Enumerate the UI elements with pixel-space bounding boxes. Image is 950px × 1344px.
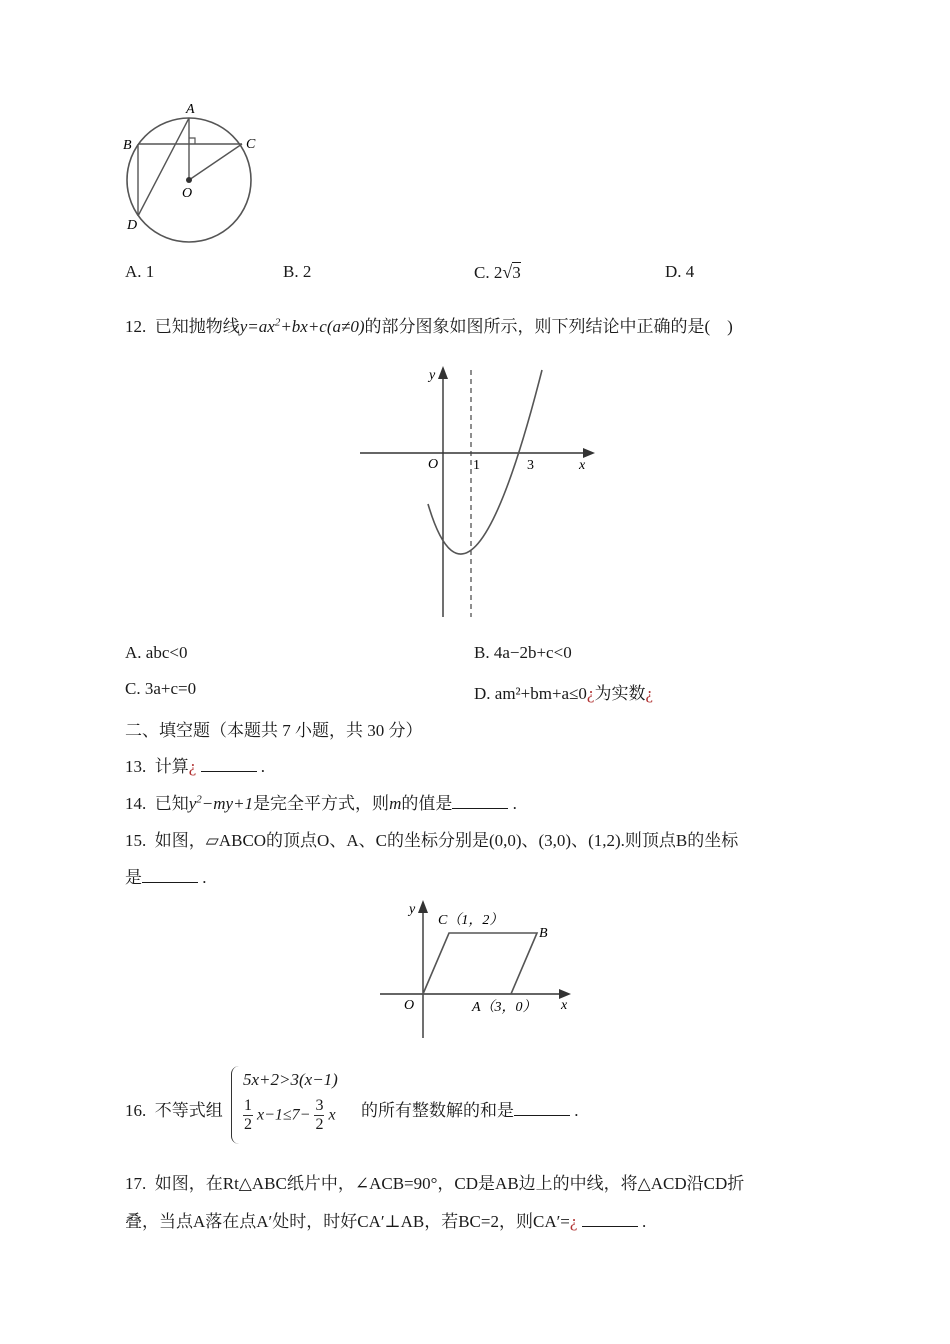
q16-system-brace: [231, 1066, 240, 1144]
label-B: B: [123, 138, 132, 153]
q16-end: .: [574, 1101, 579, 1120]
q17-number: 17.: [125, 1174, 147, 1193]
q15-end: .: [202, 868, 207, 887]
q17-end: .: [641, 1212, 647, 1231]
q15-point-c-label: C（1，2）: [438, 913, 504, 928]
q15-text-2: 是: [125, 868, 142, 887]
section-heading-fill-in: 二、填空题（本题共 7 小题，共 30 分）: [125, 721, 423, 740]
parallelogram-svg: [375, 893, 580, 1043]
q16-prefix: [125, 1096, 223, 1121]
q12-tick-1: 1: [473, 458, 480, 473]
q14-m: m: [389, 794, 402, 813]
q12-parabola-formula: $y=ax^2+bx+c(a\ne 0)$: [239, 316, 365, 336]
label-A: A: [186, 102, 195, 117]
q16-number: 16.: [125, 1101, 147, 1120]
q13: [125, 752, 265, 777]
q16-frac-1: $\frac{1}{2}$: [244, 1097, 252, 1133]
q12-stem-pre: 已知抛物线: [154, 317, 240, 336]
q12-option-d-text: 为实数: [594, 684, 646, 703]
q12-stem: [125, 312, 733, 337]
q12-number: 12.: [125, 317, 147, 336]
q14-number: 14.: [125, 794, 147, 813]
q16-pre: 不等式组: [154, 1101, 223, 1120]
q14-end: .: [512, 794, 517, 813]
q17-answer-blank[interactable]: [582, 1212, 638, 1227]
q12-option-c: C. 3a+c=0: [125, 679, 197, 698]
q17-glyph: ¿: [569, 1212, 578, 1231]
q15-y-label: y: [409, 902, 416, 917]
q15-x-label: x: [561, 998, 568, 1013]
q12-option-d-glyph2: ¿: [645, 684, 654, 703]
q13-glyph: ¿: [188, 757, 197, 776]
q16-inequality-2: [243, 1097, 336, 1141]
q11-circle-figure: [120, 98, 270, 248]
q15-line2: [125, 863, 207, 888]
q11-option-d: D. 4: [665, 262, 695, 281]
q12-x-label: x: [579, 458, 586, 473]
q16-inequality-1: 5x+2>3(x−1): [243, 1070, 338, 1089]
q12-option-a: A. abc<0: [125, 643, 188, 662]
q12-option-d-glyph: ¿: [586, 684, 595, 703]
label-D: D: [127, 218, 138, 233]
q13-text: 计算: [154, 757, 189, 776]
q17-text-2: 叠，当点A落在点A′处时，时好CA′⊥AB，若BC=2，则CA′=: [125, 1212, 570, 1231]
label-C: C: [246, 137, 256, 152]
q16-suffix: [361, 1096, 579, 1121]
q14-expr: $y^2-my+1$: [188, 793, 254, 813]
label-O: O: [182, 186, 193, 201]
q12-y-label: y: [429, 368, 436, 383]
q12-option-d: [474, 679, 653, 704]
circle-diagram: [120, 98, 270, 248]
q14-pre: 已知: [154, 794, 189, 813]
q17-line2: [125, 1207, 646, 1232]
q11-option-c-label: C. 2: [474, 263, 503, 282]
q14-answer-blank[interactable]: [452, 794, 508, 809]
q15-origin-label: O: [404, 998, 415, 1013]
q16-ineq2-middle: x−1≤7−: [257, 1106, 311, 1124]
q12-origin-label: O: [428, 457, 439, 472]
q14-mid: 是完全平方式，则: [253, 794, 390, 813]
q12-option-b: B. 4a−2b+c<0: [474, 643, 572, 662]
q12-stem-post: 的部分图象如图所示，则下列结论中正确的是( ): [364, 317, 733, 336]
q12-option-d-math: D. am²+bm+a≤0: [474, 684, 587, 703]
q16-answer-blank[interactable]: [514, 1101, 570, 1116]
q15-point-a-label: A（3，0）: [472, 1000, 537, 1015]
q11-option-c: C. 2√3: [474, 262, 521, 282]
q17-text-1: 如图，在Rt△ABC纸片中，∠ACB=90°，CD是AB边上的中线，将△ACD沿CD折: [154, 1174, 745, 1193]
q12-parabola-graph: [355, 362, 605, 622]
q13-end: .: [260, 757, 266, 776]
q11-option-c-radicand: 3: [512, 263, 521, 282]
q15-point-b-label: B: [539, 926, 548, 941]
q15-answer-blank[interactable]: [142, 868, 198, 883]
q13-answer-blank[interactable]: [201, 757, 257, 772]
q14-post: 的值是: [401, 794, 453, 813]
q16-post: 的所有整数解的和是: [361, 1101, 514, 1120]
q11-option-b: B. 2: [283, 262, 312, 281]
q13-number: 13.: [125, 757, 147, 776]
q17-line1: [125, 1169, 744, 1194]
q16-frac-2: $\frac{3}{2}$: [315, 1097, 324, 1133]
q15-line1: [125, 826, 738, 851]
parabola-svg: [355, 362, 605, 622]
q11-option-a: A. 1: [125, 262, 155, 281]
q15-parallelogram-graph: [375, 893, 580, 1043]
q15-text-1: 如图，▱ABCO的顶点O、A、C的坐标分别是(0,0)、(3,0)、(1,2).则顶点B的坐标: [154, 831, 739, 850]
q15-number: 15.: [125, 831, 147, 850]
q16-ineq2-end: x: [328, 1106, 336, 1124]
q12-tick-3: 3: [527, 458, 534, 473]
q14: [125, 789, 517, 814]
